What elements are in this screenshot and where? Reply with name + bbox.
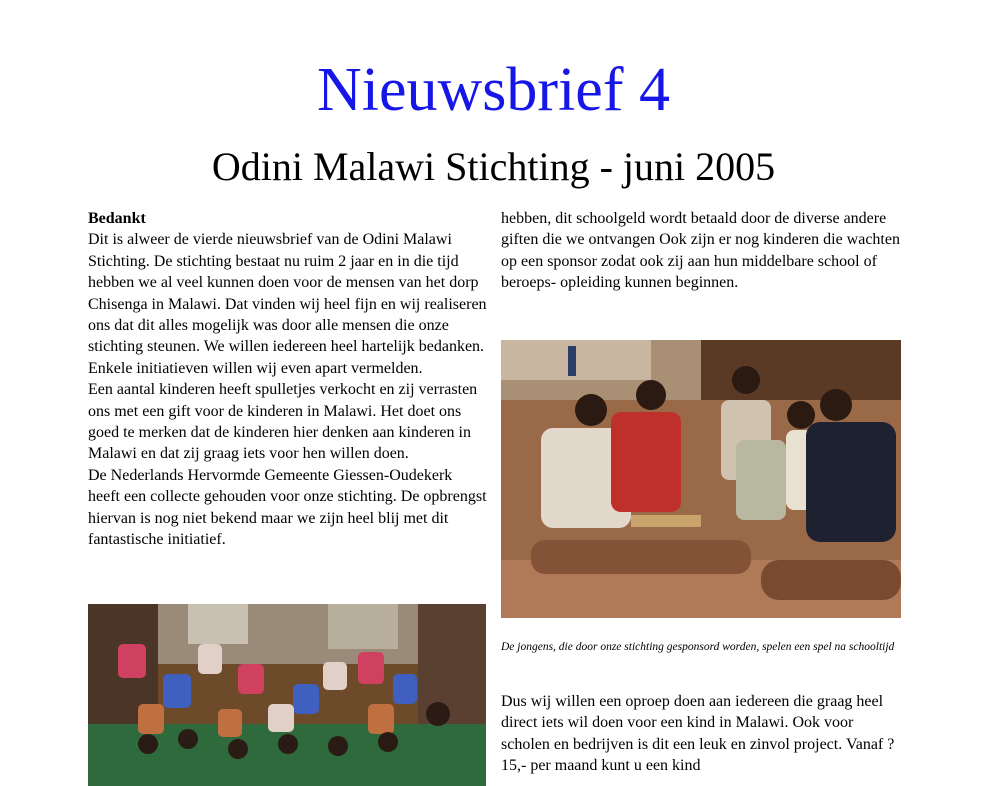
left-column <box>88 208 488 551</box>
right-column <box>501 208 901 294</box>
photo-caption: De jongens, die door onze stichting gesponsord worden, spelen een spel na schooltijd <box>501 641 895 653</box>
paragraph: Dus wij willen een oproep doen aan iedereen die graag heel direct iets wil doen voor een kind in Malawi. Ook voor scholen en bedrijven is dit een leuk en zinvol project. Vanaf ? 15,- per maand kunt u een kind <box>501 693 895 775</box>
paragraph: De Nederlands Hervormde Gemeente Giessen-Oudekerk heeft een collecte gehouden voor onze stichting. De opbrengst hiervan is nog niet bekend maar we zijn heel blij met dit fantastische initiatief. <box>88 466 487 549</box>
paragraph: hebben, dit schoolgeld wordt betaald door de diverse andere giften die we ontvangen Ook zijn er nog kinderen die wachten op een sponsor zodat ook zij aan hun middelbare school of beroeps- opleiding kunnen beginnen. <box>501 210 900 292</box>
right-column-continued <box>501 691 901 777</box>
section-heading-bedankt: Bedankt <box>88 210 146 227</box>
newsletter-subtitle: Odini Malawi Stichting - juni 2005 <box>211 144 776 189</box>
photo-boys-playing-game <box>501 340 901 618</box>
paragraph: Dit is alweer de vierde nieuwsbrief van de Odini Malawi Stichting. De stichting bestaat nu ruim 2 jaar en in die tijd hebben we al veel kunnen doen voor de mensen van het dorp Chisenga in Malawi. Dat vinden wij heel fijn en wij realiseren ons dat dit alles mogelijk was door alle mensen die onze stichting steunen. We willen iedereen heel hartelijk bedanken. Enkele initiatieven willen wij even apart vermelden. <box>88 231 487 377</box>
paragraph: Een aantal kinderen heeft spulletjes verkocht en zij verrasten ons met een gift voor de kinderen in Malawi. Het doet ons goed te merken dat de kinderen hier denken aan kinderen in Malawi en dat zij graag iets voor hen willen doen. <box>88 381 478 463</box>
newsletter-title: Nieuwsbrief 4 <box>317 56 670 124</box>
photo-children-with-bags <box>88 604 486 786</box>
